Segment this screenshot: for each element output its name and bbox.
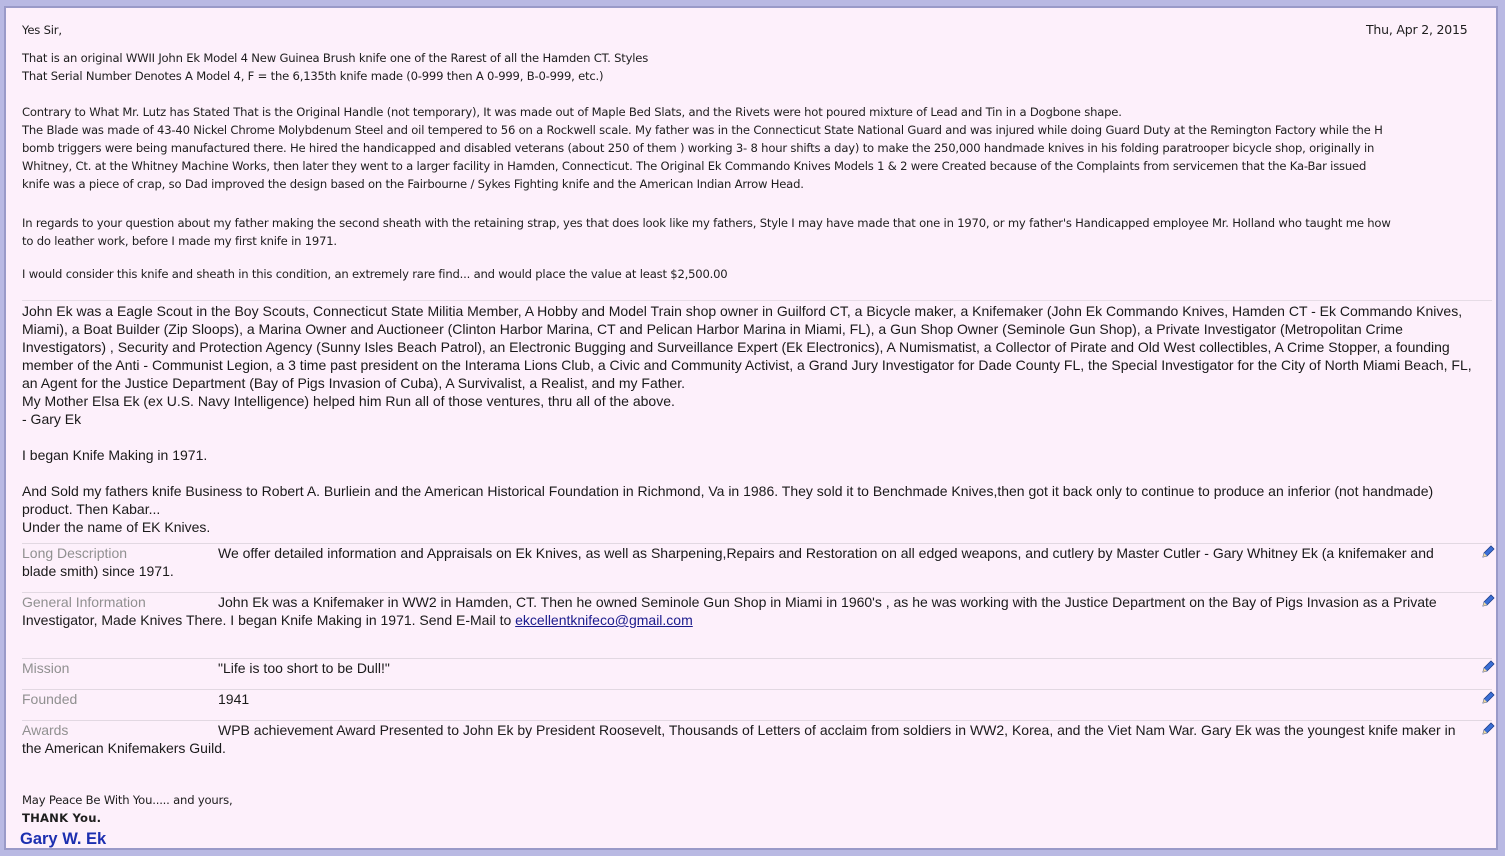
field-founded — [22, 689, 1492, 708]
text-line: - Gary Ek — [22, 411, 82, 427]
greeting: Yes Sir, — [22, 23, 62, 37]
text-line: Miami), a Boat Builder (Zip Sloops), a Marina Owner and Auctioneer (Clinton Harbor Marina, CT and Pelican Harbor Marina in Miami, FL), a Gun Shop Owner (Seminole Gun Shop), a Private Investigator (Metropolitan Crime — [22, 321, 1403, 337]
paragraph-sheath — [22, 214, 1492, 250]
text-line: Contrary to What Mr. Lutz has Stated That is the Original Handle (not temporary), It was made out of Maple Bed Slats, and the Rivets were hot poured mixture of Lead and Tin in a Dogbone shape. — [22, 105, 1122, 119]
signature: Gary W. Ek — [20, 830, 107, 848]
field-label: Mission — [22, 660, 70, 676]
pencil-icon[interactable] — [1480, 690, 1496, 706]
text-line: an Agent for the Justice Department (Bay of Pigs Invasion of Cuba), A Survivalist, a Realist, and my Father. — [22, 375, 685, 391]
text-line: John Ek was a Eagle Scout in the Boy Scouts, Connecticut State Militia Member, A Hobby and Model Train shop owner in Guilford CT, a Bicycle maker, a Knifemaker (John Ek Commando Knives, Hamden CT - Ek Commando Knives, — [22, 303, 1463, 319]
text-line: product. Then Kabar... — [22, 501, 161, 517]
field-value: We offer detailed information and Appraisals on Ek Knives, as well as Sharpening,Repairs and Restoration on all edged weapons, and cutlery by Master Cutler - Gary Whitney Ek (a knifemaker and blade smith) since 1971. — [22, 545, 1434, 579]
field-label: General Information — [22, 594, 146, 610]
text-line: Whitney, Ct. at the Whitney Machine Works, then later they went to a larger facility in Hamden, Connecticut. The Original Ek Commando Knives Models 1 & 2 were Created because of the Complaints from servicemen that the Ka-Bar issued — [22, 159, 1367, 173]
text-line: member of the Anti - Communist Legion, a 3 time past president on the Interama Lions Club, a Civic and Community Activist, a Grand Jury Investigator for Dade County FL, the Special Investigator for the City of North Miami Beach, FL, — [22, 357, 1472, 373]
text-line: to do leather work, before I made my first knife in 1971. — [22, 234, 337, 248]
text-line: That is an original WWII John Ek Model 4 New Guinea Brush knife one of the Rarest of all the Hamden CT. Styles — [22, 51, 649, 65]
letter-date: Thu, Apr 2, 2015 — [1366, 22, 1468, 37]
field-value: "Life is too short to be Dull!" — [218, 660, 390, 676]
field-value — [22, 593, 1492, 629]
pencil-icon[interactable] — [1480, 659, 1496, 675]
field-label: Awards — [22, 722, 69, 738]
field-value-text: John Ek was a Knifemaker in WW2 in Hamden, CT. Then he owned Seminole Gun Shop in Miami in 1960's , as he was working with the Justice Department on the Bay of Pigs Invasion as a Private Investigator, Made Knives There. I began Knife Making in 1971. Send E-Mail to — [22, 594, 1437, 628]
field-label: Long Description — [22, 545, 128, 561]
thanks-line: THANK You. — [22, 811, 102, 825]
paragraph-knife-identity — [22, 49, 648, 85]
field-value: WPB achievement Award Presented to John Ek by President Roosevelt, Thousands of Letters of acclaim from soldiers in WW2, Korea, and the Viet Nam War. Gary Ek was the youngest knife maker in the American Knifemakers Guild. — [22, 722, 1456, 756]
field-general-information — [22, 592, 1492, 629]
field-mission — [22, 658, 1492, 677]
text-line: That Serial Number Denotes A Model 4, F = the 6,135th knife made (0-999 then A 0-999, B-0-999, etc.) — [22, 69, 604, 83]
text-line: The Blade was made of 43-40 Nickel Chrome Molybdenum Steel and oil tempered to 56 on a Rockwell scale. My father was in the Connecticut State National Guard and was injured while doing Guard Duty at the Remington Factory while the H — [22, 123, 1383, 137]
field-label: Founded — [22, 691, 78, 707]
letter-frame — [4, 6, 1498, 850]
text-line: In regards to your question about my father making the second sheath with the retaining strap, yes that does look like my fathers, Style I may have made that one in 1970, or my father's Handicapped employee Mr. Holland who taught me how — [22, 216, 1391, 230]
email-link[interactable]: ekcellentknifeco@gmail.com — [515, 612, 693, 628]
paragraph-handle-blade-history — [22, 103, 1492, 193]
field-long-description — [22, 543, 1492, 580]
divider — [22, 300, 1492, 301]
field-value: 1941 — [218, 691, 250, 707]
bio-section — [22, 302, 1492, 536]
text-line: bomb triggers were being manufactured there. He hired the handicapped and disabled veterans (about 250 of them ) working 3- 8 hour shifts a day) to make the 250,000 handmade knives in his folding paratrooper bicycle shop, originally in — [22, 141, 1375, 155]
field-awards — [22, 720, 1492, 757]
text-line: Under the name of EK Knives. — [22, 519, 211, 535]
closing-line: May Peace Be With You..... and yours, — [22, 793, 233, 807]
text-line: knife was a piece of crap, so Dad improved the design based on the Fairbourne / Sykes Fighting knife and the American Indian Arrow Head. — [22, 177, 804, 191]
pencil-icon[interactable] — [1480, 544, 1496, 560]
blank-line — [22, 464, 1492, 482]
pencil-icon[interactable] — [1480, 721, 1496, 737]
blank-line — [22, 428, 1492, 446]
text-line: And Sold my fathers knife Business to Robert A. Burliein and the American Historical Foundation in Richmond, Va in 1986. They sold it to Benchmade Knives,then got it back only to continue to produce an inferior (not handmade) — [22, 483, 1434, 499]
paragraph-valuation: I would consider this knife and sheath in this condition, an extremely rare find... and would place the value at least $2,500.00 — [22, 267, 728, 281]
text-line: Investigators) , Security and Protection Agency (Sunny Isles Beach Patrol), an Electronic Bugging and Surveillance Expert (Ek Electronics), A Numismatist, a Collector of Pirate and Old West collectibles, A Crime Stopper, a founding — [22, 339, 1450, 355]
text-line: I began Knife Making in 1971. — [22, 447, 208, 463]
text-line: My Mother Elsa Ek (ex U.S. Navy Intelligence) helped him Run all of those ventures, thru all of the above. — [22, 393, 675, 409]
pencil-icon[interactable] — [1480, 593, 1496, 609]
